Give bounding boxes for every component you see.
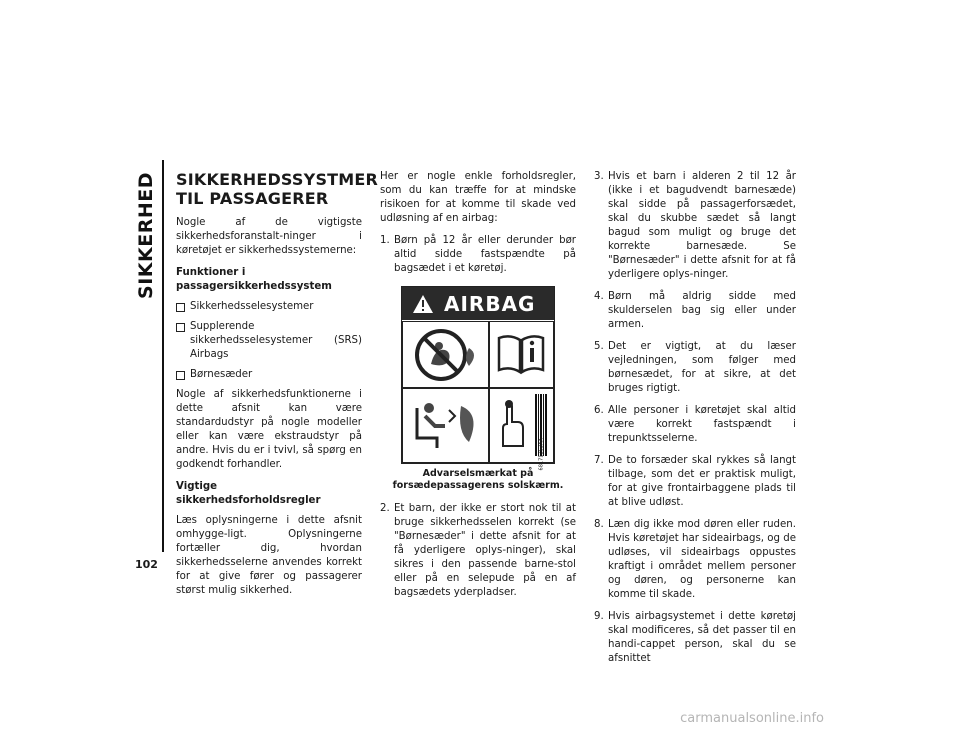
list-item: 8. Læn dig ikke mod døren eller ruden. Hvis køretøjet har sideairbags, og de udløses, vil sideairbags oppustes kraftigt i området mellem personer og døren, og personerne kan komme til skade. (594, 519, 796, 600)
side-airbag-cell (402, 387, 490, 463)
list-item: 2. Et barn, der ikke er stort nok til at bruge sikkerhedsselen korrekt (se "Børnesæder" i dette afsnit for at få yderligere oplys-ninger), skal sikres i den passende barne-stol eller på en selepude på en af bagsædets yderpladser. (380, 503, 576, 598)
bullet-item: Sikkerhedsselesystemer (176, 300, 362, 314)
bullet-item: Børnesæder (176, 368, 362, 382)
side-airbag-icon (403, 388, 489, 462)
read-manual-cell (488, 321, 554, 389)
bullet-item: Supplerende sikkerhedsselesystemer (SRS) Airbags (176, 320, 362, 362)
rules-paragraph: Læs oplysningerne i dette afsnit omhygge-ligt. Oplysningerne fortæller dig, hvordan sikkerhedsselerne anvendes korrekt for at give fører og passagerer størst mulig sikkerhed. (176, 515, 362, 596)
page-number: 102 (135, 558, 158, 571)
airbag-warning-label-figure (401, 286, 555, 471)
column-3 (594, 170, 796, 674)
warning-triangle-icon (412, 294, 434, 314)
no-rear-facing-seat-cell (402, 321, 490, 389)
list-item: 5. Det er vigtigt, at du læser vejledningen, som følger med børnesædet, for at sikre, at det bruges rigtigt. (594, 341, 796, 394)
list-item: 4. Børn må aldrig sidde med skulderselen bag sig eller under armen. (594, 291, 796, 330)
heading-functions: Funktioner i passagersikkerhedssystem (176, 267, 332, 292)
list-item: 1. Børn på 12 år eller derunder bør altid sidde fastspændte på bagsædet i et køretøj. (380, 235, 576, 274)
list-item: 7. De to forsæder skal rykkes så langt tilbage, som det er praktisk muligt, for at give frontairbaggene plads til at blive udløst. (594, 455, 796, 508)
manual-book-icon (489, 322, 553, 388)
list-item: 3. Hvis et barn i alderen 2 til 12 år (ikke i et bagudvendt barnesæde) skal sidde på passagerforsædet, skal du skubbe sædet så langt bagud som muligt og bruge det korrekte barnesæde. Se "Børnesæder" i dette afsnit for at få yderligere oplys-ninger. (594, 171, 796, 280)
watermark-link[interactable]: carmanualsonline.info (680, 711, 824, 726)
column-1 (176, 170, 379, 606)
section-tab-label: SIKKERHED (135, 172, 157, 299)
child-warning-cell (488, 387, 554, 471)
checkbox-square-icon (176, 371, 185, 380)
intro-paragraph: Nogle af de vigtigste sikkerhedsforanstalt-ninger i køretøjet er sikkerhedssystemerne: (176, 217, 362, 256)
airbag-label-header (402, 287, 554, 320)
page-title: SIKKERHEDSSYSTMER TIL PASSAGERER (176, 170, 379, 208)
precautions-intro: Her er nogle enkle forholdsregler, som du kan træffe for at mindske risikoen for at komme til skade ved udløsning af en airbag: (380, 171, 576, 224)
airbag-label-word: AIRBAG (444, 291, 536, 316)
column-2 (380, 170, 576, 608)
no-child-seat-icon (403, 322, 489, 388)
heading-rules: Vigtige sikkerhedsforholdsregler (176, 481, 321, 506)
section-divider (162, 160, 164, 552)
checkbox-square-icon (176, 303, 185, 312)
features-paragraph: Nogle af sikkerhedsfunktionerne i dette afsnit kan være standardudstyr på nogle modeller eller kan være ekstraudstyr på andre. Hvis du er i tvivl, så spørg en godkendt forhandler. (176, 389, 362, 470)
finger-warning-icon (493, 396, 533, 456)
barcode-code: 68171263AA (538, 438, 544, 471)
list-item: 9. Hvis airbagsystemet i dette køretøj skal modificeres, så det passer til en handi-cappet person, skal du se afsnittet (594, 611, 796, 664)
figure-caption: Advarselsmærkat på forsædepassagerens solskærm. (392, 468, 564, 491)
checkbox-square-icon (176, 323, 185, 332)
list-item: 6. Alle personer i køretøjet skal altid være korrekt fastspændt i trepunktsselerne. (594, 405, 796, 444)
